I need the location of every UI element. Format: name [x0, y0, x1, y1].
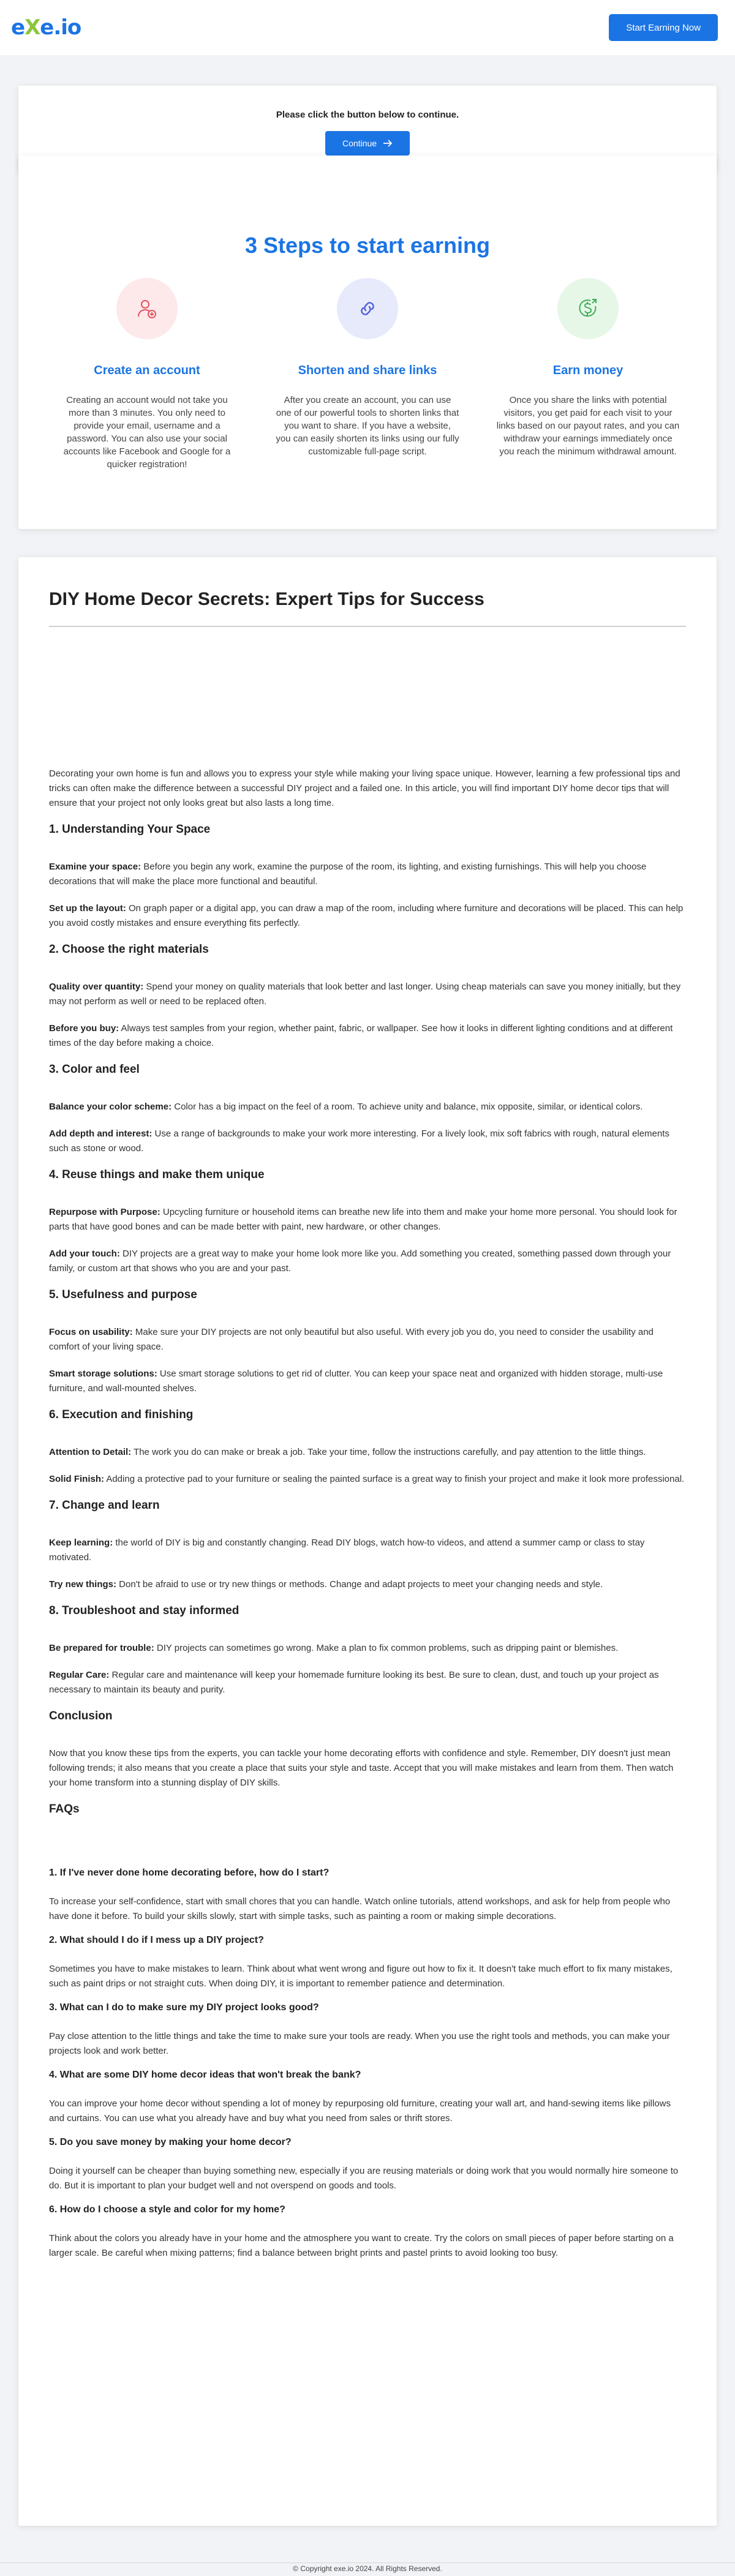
faq-answer: Doing it yourself can be cheaper than buying something new, especially if you are reusing materials or doing work that you would normally hire someone to do. But it is important to plan your budget well and not overspend on goods and tools.	[49, 2166, 679, 2191]
conclusion-heading: Conclusion	[49, 1710, 113, 1722]
steps-title: 3 Steps to start earning	[244, 233, 491, 258]
section-item: Smart storage solutions: Use smart storage solutions to get rid of clutter. You can keep your space neat and organized with hidden storage, multi-use furniture, and wall-mounted shelves.	[49, 1369, 663, 1394]
article-image-placeholder	[49, 627, 686, 767]
section-heading: 6. Execution and finishing	[49, 1408, 194, 1421]
footer-copyright: © Copyright exe.io 2024. All Rights Reserved.	[293, 2564, 442, 2573]
section-item: Regular Care: Regular care and maintenance will keep your homemade furniture looking its best. Be sure to clean, dust, and touch up your project as necessary to maintain its beauty and purity.	[49, 1670, 659, 1695]
section-item: Before you buy: Always test samples from your region, whether paint, fabric, or wallpaper. See how it looks in different lighting conditions and at different times of the day before making a choice.	[49, 1023, 673, 1048]
section-item: Add depth and interest: Use a range of backgrounds to make your work more interesting. For a lively look, mix soft fabrics with rough, natural elements such as stone or wood.	[49, 1128, 669, 1154]
section-item: Try new things: Don't be afraid to use or try new things or methods. Change and adapt projects to meet your changing needs and style.	[49, 1579, 603, 1590]
logo[interactable]: e X e.io	[11, 15, 81, 40]
section-item: Solid Finish: Adding a protective pad to your furniture or sealing the painted surface is a great way to finish your project and make it look more professional.	[49, 1474, 685, 1484]
section-heading: 1. Understanding Your Space	[49, 823, 211, 836]
section-item: Add your touch: DIY projects are a great way to make your home look more like you. Add something you created, something passed down through your family, or custom art that shows who you are and your past.	[49, 1249, 671, 1274]
steps-card	[18, 156, 717, 529]
article-intro: Decorating your own home is fun and allows you to express your style while making your living space unique. However, learning a few professional tips and tricks can often make the difference between a successful DIY project and a failed one. In this article, you will find important DIY home decor tips that will ensure that your project not only looks great but also lasts a long time.	[49, 768, 680, 808]
faq-answer: Pay close attention to the little things and take the time to make sure your tools are ready. When you use the right tools and methods, you can make your projects look and work better.	[49, 2031, 670, 2056]
step-title: Shorten and share links	[298, 364, 437, 377]
continue-button[interactable]	[325, 131, 410, 156]
step-shorten-links	[276, 278, 459, 471]
dollar-coin-icon	[557, 278, 619, 339]
section-item: Repurpose with Purpose: Upcycling furniture or household items can breathe new life into them and make your home more personal. You should look for parts that have good bones and can be made better with paint, new hardware, or other changes.	[49, 1207, 677, 1232]
section-item: Be prepared for trouble: DIY projects can sometimes go wrong. Make a plan to fix common problems, such as dripping paint or blemishes.	[49, 1643, 619, 1653]
step-text: Creating an account would not take you more than 3 minutes. You only need to provide your email, username and a password. You can also use your social accounts like Facebook and Google for a quicker registration!	[63, 395, 231, 470]
continue-button-label: Continue	[342, 138, 377, 148]
faq-answer: Think about the colors you already have in your home and the atmosphere you want to create. Try the colors on small pieces of paper before starting on a larger scale. Be careful when mixing patterns; find a balance between bright prints and pastel prints to avoid looking too busy.	[49, 2233, 674, 2258]
user-plus-icon	[116, 278, 178, 339]
section-heading: 3. Color and feel	[49, 1063, 140, 1076]
link-icon	[337, 278, 398, 339]
section-item: Balance your color scheme: Color has a big impact on the feel of a room. To achieve unity and balance, mix opposite, similar, or identical colors.	[49, 1102, 643, 1112]
section-heading: 7. Change and learn	[49, 1499, 160, 1512]
faq-question: 2. What should I do if I mess up a DIY project?	[49, 1935, 264, 1945]
step-create-account	[55, 278, 239, 471]
section-heading: 8. Troubleshoot and stay informed	[49, 1604, 239, 1617]
footer	[0, 2563, 735, 2576]
start-earning-button[interactable]: Start Earning Now	[609, 14, 718, 41]
faq-answer: You can improve your home decor without spending a lot of money by repurposing old furniture, creating your wall art, and hand-sewing items like pillows and curtains. You can use what you already have and buy what you need from sales or thrift stores.	[49, 2098, 671, 2124]
step-earn-money	[496, 278, 680, 471]
section-item: Attention to Detail: The work you do can make or break a job. Take your time, follow the instructions carefully, and pay attention to the little things.	[49, 1447, 646, 1457]
section-heading: 4. Reuse things and make them unique	[49, 1168, 265, 1181]
conclusion-text: Now that you know these tips from the experts, you can tackle your home decorating efforts with confidence and style. Remember, DIY doesn't just mean following trends; it also means that you create a place that suits your style and taste. Accept that you will make mistakes and learn from them. Then watch your home transform into a stunning display of DIY skills.	[49, 1748, 674, 1788]
arrow-right-icon	[383, 139, 393, 148]
section-item: Quality over quantity: Spend your money on quality materials that look better and last longer. Using cheap materials can save you money initially, but they may not perform as well or need to be replaced often.	[49, 982, 681, 1007]
faq-question: 6. How do I choose a style and color for my home?	[49, 2204, 285, 2215]
faq-answer: Sometimes you have to make mistakes to learn. Think about what went wrong and figure out how to fix it. It doesn't take much effort to fix many mistakes, such as paint drips or not straight cuts. When doing DIY, it is important to remember patience and determination.	[49, 1964, 673, 1989]
section-item: Set up the layout: On graph paper or a digital app, you can draw a map of the room, including where furniture and decorations will be placed. This can help you avoid costly mistakes and ensure everything fits perfectly.	[49, 903, 684, 928]
section-heading: 5. Usefulness and purpose	[49, 1288, 197, 1301]
section-heading: 2. Choose the right materials	[49, 943, 209, 956]
faq-question: 4. What are some DIY home decor ideas that won't break the bank?	[49, 2070, 361, 2080]
step-title: Create an account	[94, 364, 200, 377]
article-title: DIY Home Decor Secrets: Expert Tips for Success	[49, 589, 686, 627]
step-text: After you create an account, you can use one of our powerful tools to shorten links that you want to share. If you have a website, you can easily shorten its links using our fully customizable full-page script.	[276, 395, 459, 457]
faq-answer: To increase your self-confidence, start with small chores that you can handle. Watch online tutorials, attend workshops, and ask for help from people who have done it before. To build your skills slowly, start with simple tasks, such as painting a room or making simple decorations.	[49, 1896, 671, 1921]
top-bar	[0, 0, 735, 55]
faq-question: 1. If I've never done home decorating before, how do I start?	[49, 1868, 330, 1878]
continue-message: Please click the button below to continue.	[276, 110, 459, 120]
faqs-heading: FAQs	[49, 1803, 80, 1816]
faq-question: 3. What can I do to make sure my DIY project looks good?	[49, 2002, 319, 2013]
section-item: Examine your space: Before you begin any work, examine the purpose of the room, its lighting, and existing furnishings. This will help you choose decorations that will make the place more functional and beautiful.	[49, 862, 647, 887]
article-card	[18, 557, 717, 2526]
step-text: Once you share the links with potential visitors, you get paid for each visit to your links based on our payout rates, and you can withdraw your earnings immediately once you reach the minimum withdrawal amount.	[496, 395, 680, 457]
section-item: Focus on usability: Make sure your DIY projects are not only beautiful but also useful. With every job you do, you need to consider the usability and comfort of your living space.	[49, 1327, 654, 1352]
step-title: Earn money	[552, 364, 624, 377]
faq-question: 5. Do you save money by making your home decor?	[49, 2137, 292, 2147]
section-item: Keep learning: the world of DIY is big and constantly changing. Read DIY blogs, watch how-to videos, and attend a summer camp or class to stay motivated.	[49, 1538, 645, 1563]
steps-row	[18, 278, 717, 471]
